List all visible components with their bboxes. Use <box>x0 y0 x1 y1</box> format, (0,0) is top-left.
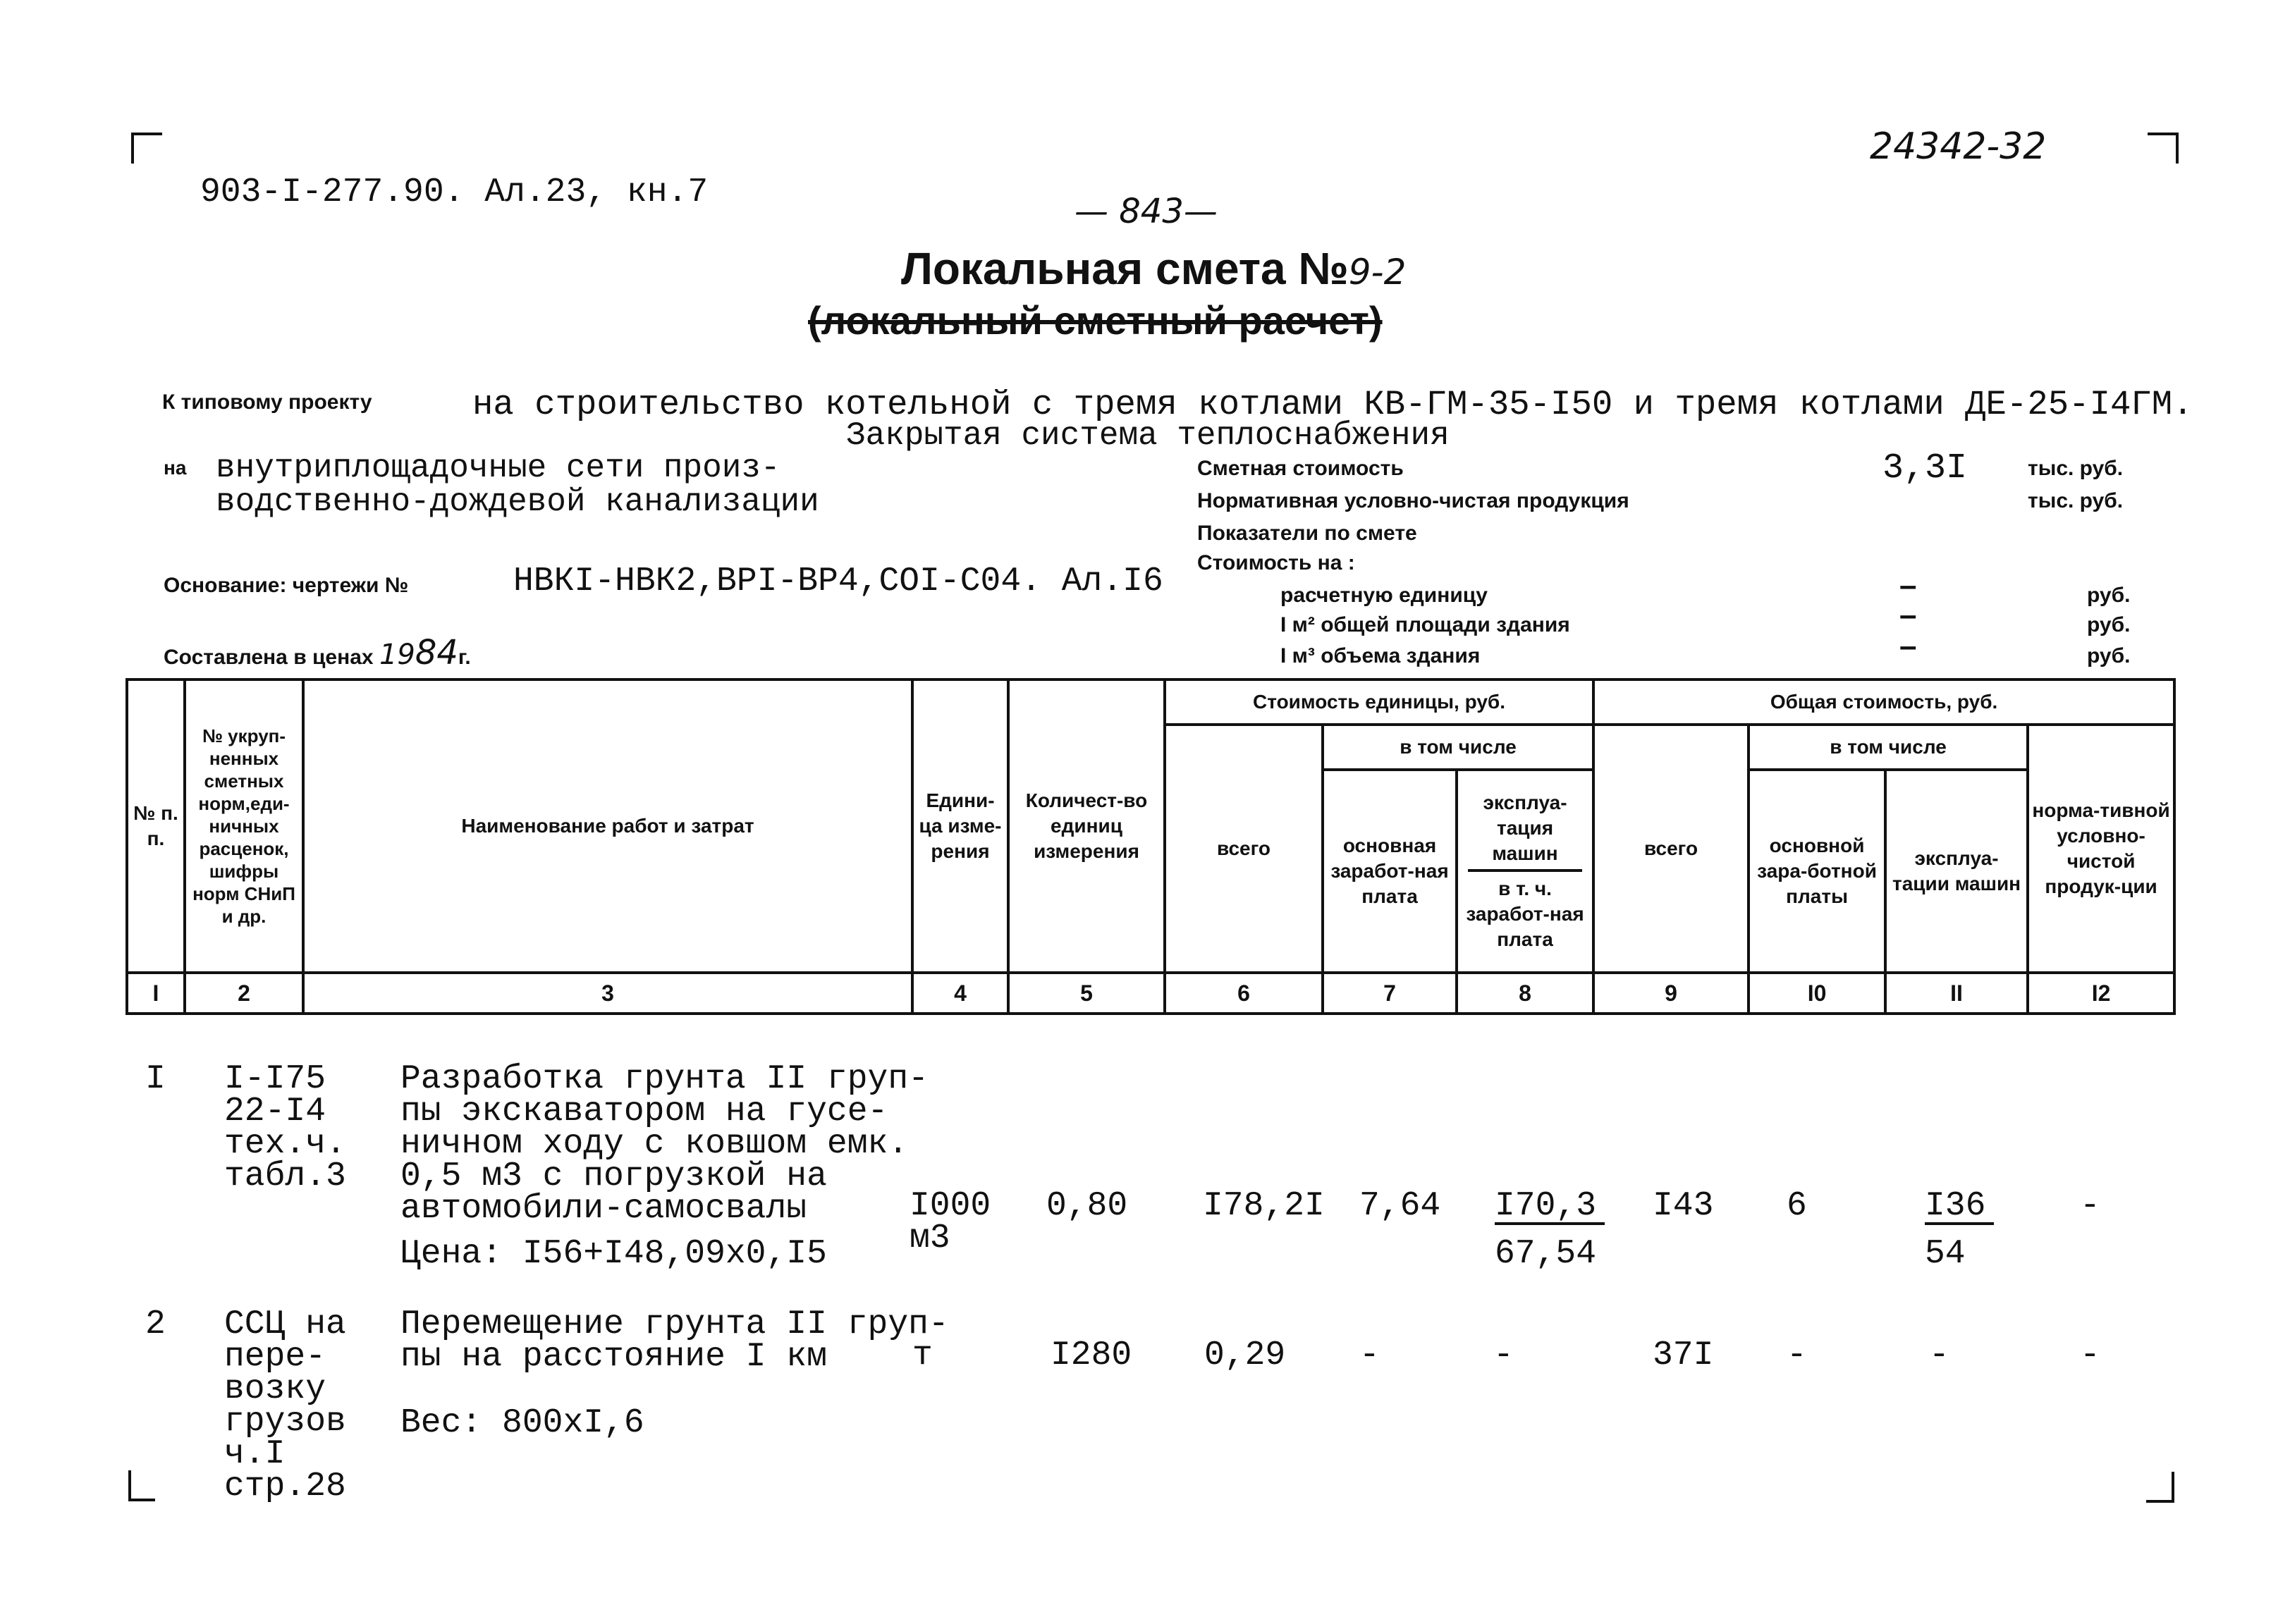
summary-unit-estimate: тыс. руб. <box>2028 457 2124 480</box>
header-col-unit-total: всего <box>1165 725 1323 973</box>
row-total-mach-wage: 54 <box>1925 1235 1966 1273</box>
document-code: 903-I-277.90. Ал.23, кн.7 <box>200 173 709 211</box>
header-unit-cost: Стоимость единицы, руб. <box>1165 679 1593 725</box>
summary-unit-norm: тыс. руб. <box>2028 489 2124 512</box>
summary-label-volume: I м³ объема здания <box>1280 644 1481 668</box>
row-total-wage: 6 <box>1787 1187 1807 1225</box>
header-total-cost: Общая стоимость, руб. <box>1593 679 2174 725</box>
compiled-line <box>164 633 471 672</box>
row-qty: I280 <box>1051 1336 1132 1374</box>
header-col-total-wage: основной зара-ботной платы <box>1749 770 1885 973</box>
header-num-9: 9 <box>1593 973 1749 1014</box>
compiled-year-prefix: 19 <box>379 639 415 671</box>
header-num-4: 4 <box>912 973 1008 1014</box>
row-name-line: пы на расстояние I км <box>400 1338 827 1376</box>
stamp-number: 24342-32 <box>1870 125 2047 168</box>
page-title-text: Локальная смета № <box>901 243 1349 294</box>
summary-value-unit: – <box>1899 568 1917 603</box>
on-text-line2: водственно-дождевой канализации <box>216 484 819 520</box>
row-total: I43 <box>1653 1187 1714 1225</box>
row-num: 2 <box>145 1305 166 1343</box>
row-code-line: 22-I4 <box>224 1093 326 1131</box>
header-col-num: № п. п. <box>127 679 185 973</box>
page-title <box>901 242 1406 295</box>
header-num-7: 7 <box>1323 973 1457 1014</box>
row-code-line: I-I75 <box>224 1060 326 1098</box>
row-code <box>224 1305 346 1506</box>
row-total-wage: - <box>1787 1336 1807 1374</box>
summary-unit-volume: руб. <box>2087 644 2131 668</box>
row-code-line: стр.28 <box>224 1468 346 1506</box>
compiled-year: 84 <box>415 633 458 672</box>
summary-value-estimate: 3,3I <box>1882 448 1968 488</box>
row-num: I <box>145 1060 166 1098</box>
header-num-2: 2 <box>185 973 303 1014</box>
row-name-line: пы экскаватором на гусе- <box>400 1093 888 1131</box>
corner-mark-bottom-left <box>128 1470 155 1501</box>
header-total-incl: в том числе <box>1749 725 2028 770</box>
header-col-unit-mach-top: эксплуа-тация машин <box>1468 790 1582 872</box>
header-col-name: Наименование работ и затрат <box>303 679 912 973</box>
row-name-line: Разработка грунта II груп- <box>400 1060 929 1098</box>
summary-label-area: I м² общей площади здания <box>1280 613 1570 636</box>
row-code <box>224 1060 346 1195</box>
page-subtitle-struck: (локальный сметный расчет) <box>808 298 1383 343</box>
row-unit-total: 0,29 <box>1204 1336 1286 1374</box>
summary-label-estimate: Сметная стоимость <box>1197 457 1404 480</box>
row-name <box>400 1060 929 1228</box>
header-num-10: I0 <box>1749 973 1885 1014</box>
compiled-suffix: г. <box>458 646 471 669</box>
corner-mark-top-left <box>131 133 162 164</box>
project-text: на строительство котельной с тремя котлами КВ-ГМ-35-I50 и тремя котлами ДЕ-25-I4ГМ. <box>472 385 2193 424</box>
row-unit-wage: 7,64 <box>1359 1187 1441 1225</box>
header-num-12: I2 <box>2028 973 2174 1014</box>
row-price-note: Цена: I56+I48,09х0,I5 <box>400 1235 827 1273</box>
header-num-5: 5 <box>1008 973 1165 1014</box>
page-title-number: 9-2 <box>1348 252 1407 293</box>
estimate-table-header <box>125 678 2176 1015</box>
row-name-line: ничном ходу с ковшом емк. <box>400 1125 909 1163</box>
header-col-unit-mach-wage: в т. ч. заработ-ная плата <box>1466 878 1584 950</box>
compiled-label: Составлена в ценах <box>164 646 374 669</box>
row-total-mach: - <box>1929 1336 1949 1374</box>
row-code-line: пере- <box>224 1338 326 1376</box>
row-code-line: ч.I <box>224 1435 286 1473</box>
row-unit: т <box>912 1336 933 1374</box>
summary-unit-unit: руб. <box>2087 584 2131 607</box>
header-num-8: 8 <box>1457 973 1593 1014</box>
summary-unit-area: руб. <box>2087 613 2131 636</box>
corner-mark-bottom-right <box>2146 1472 2174 1503</box>
header-col-unit-mach <box>1457 770 1593 973</box>
row-unit-mach: - <box>1493 1336 1514 1374</box>
row-code-line: табл.3 <box>224 1157 346 1195</box>
row-qty: 0,80 <box>1046 1187 1128 1225</box>
header-col-unit: Едини-ца изме-рения <box>912 679 1008 973</box>
row-unit-mach-wage: 67,54 <box>1495 1235 1597 1273</box>
row-code-line: грузов <box>224 1403 346 1441</box>
row-total-mach: I36 <box>1925 1190 1994 1225</box>
row-total: 37I <box>1653 1336 1714 1374</box>
row-norm: - <box>2080 1187 2100 1225</box>
row-unit-total: I78,2I <box>1203 1187 1325 1225</box>
row-code-line: ССЦ на <box>224 1305 346 1343</box>
basis-label: Основание: чертежи № <box>164 574 409 597</box>
header-col-code: № укруп-ненных сметных норм,еди-ничных расценок, шифры норм СНиП и др. <box>185 679 303 973</box>
row-name-line: автомобили-самосвалы <box>400 1190 807 1228</box>
row-unit-mach: I70,3 <box>1495 1190 1605 1225</box>
header-col-total: всего <box>1593 725 1749 973</box>
summary-label-indicators: Показатели по смете <box>1197 522 1417 545</box>
basis-text: НВКI-НВК2,ВРI-ВР4,СОI-С04. Ал.I6 <box>513 562 1163 601</box>
corner-mark-top-right <box>2148 133 2179 164</box>
page-number: — 843— <box>1074 192 1218 231</box>
header-col-total-mach: эксплуа-тации машин <box>1885 770 2028 973</box>
row-norm: - <box>2080 1336 2100 1374</box>
header-num-1: I <box>127 973 185 1014</box>
summary-value-area: – <box>1899 598 1917 632</box>
header-col-qty: Количест-во единиц измерения <box>1008 679 1165 973</box>
project-text-line2: Закрытая система теплоснабжения <box>846 417 1450 454</box>
row-unit: I000 м3 <box>910 1187 991 1257</box>
project-label: К типовому проекту <box>162 390 372 414</box>
on-text <box>216 451 819 519</box>
summary-label-cost-per: Стоимость на : <box>1197 551 1355 574</box>
header-num-11: II <box>1885 973 2028 1014</box>
row-code-line: тех.ч. <box>224 1125 346 1163</box>
summary-label-unit: расчетную единицу <box>1280 584 1488 607</box>
header-col-norm: норма-тивной условно-чистой продук-ции <box>2028 725 2174 973</box>
row-unit-wage: - <box>1359 1336 1380 1374</box>
row-name <box>400 1305 949 1376</box>
header-unit-incl: в том числе <box>1323 725 1593 770</box>
header-col-unit-wage: основная заработ-ная плата <box>1323 770 1457 973</box>
row-name-line: Перемещение грунта II груп- <box>400 1305 949 1343</box>
header-num-6: 6 <box>1165 973 1323 1014</box>
row-name-line: 0,5 м3 с погрузкой на <box>400 1157 827 1195</box>
summary-value-volume: – <box>1899 629 1917 663</box>
row-price-note: Вес: 800хI,6 <box>400 1404 644 1442</box>
summary-label-norm: Нормативная условно-чистая продукция <box>1197 489 1629 512</box>
header-num-3: 3 <box>303 973 912 1014</box>
on-label: на <box>164 457 187 479</box>
on-text-line1: внутриплощадочные сети произ- <box>216 450 780 486</box>
row-code-line: возку <box>224 1370 326 1408</box>
